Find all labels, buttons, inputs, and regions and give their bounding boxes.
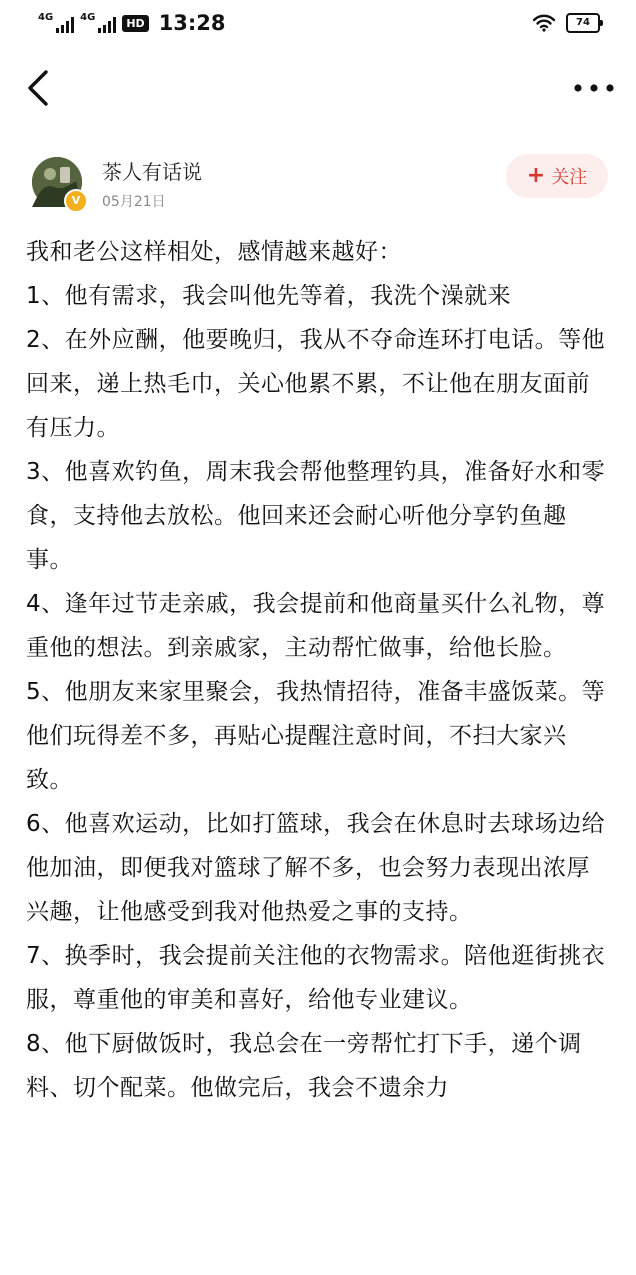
article-paragraph: 7、换季时，我会提前关注他的衣物需求。陪他逛街挑衣服，尊重他的审美和喜好，给他专业建议。 xyxy=(26,943,606,1013)
status-right xyxy=(532,13,600,33)
article-body xyxy=(26,230,612,1110)
author-name[interactable]: 茶人有话说 xyxy=(102,160,202,184)
verified-badge-icon: V xyxy=(64,189,88,213)
article-paragraph: 1、他有需求，我会叫他先等着，我洗个澡就来 xyxy=(26,283,512,309)
wifi-icon xyxy=(532,14,556,32)
follow-label: 关注 xyxy=(551,167,588,188)
article-paragraph: 5、他朋友来家里聚会，我热情招待，准备丰盛饭菜。等他们玩得差不多，再贴心提醒注意时间，不扫大家兴致。 xyxy=(26,679,606,793)
status-left xyxy=(38,11,226,35)
signal-2 xyxy=(80,13,116,33)
status-bar xyxy=(0,0,636,48)
hd-voice-icon: HD xyxy=(122,15,148,32)
more-dots-icon[interactable] xyxy=(572,80,616,96)
signal-bars-icon xyxy=(56,17,74,33)
signal-1 xyxy=(38,13,74,33)
plus-icon: + xyxy=(526,163,546,188)
article-paragraph: 我和老公这样相处，感情越来越好： xyxy=(26,239,402,265)
network-type-1: 4G xyxy=(38,12,54,23)
chevron-left-icon[interactable] xyxy=(22,68,56,108)
post-date: 05月21日 xyxy=(102,194,166,210)
network-type-2: 4G xyxy=(80,12,96,23)
signal-bars-icon xyxy=(98,17,116,33)
article-paragraph: 6、他喜欢运动，比如打篮球，我会在休息时去球场边给他加油，即便我对篮球了解不多，也会努力表现出浓厚兴趣，让他感受到我对他热爱之事的支持。 xyxy=(26,811,606,925)
follow-button[interactable] xyxy=(506,154,608,198)
battery-icon: 74 xyxy=(566,13,600,33)
article-paragraph: 4、逢年过节走亲戚，我会提前和他商量买什么礼物，尊重他的想法。到亲戚家，主动帮忙做事，给他长脸。 xyxy=(26,591,606,661)
article-paragraph: 8、他下厨做饭时，我总会在一旁帮忙打下手，递个调料、切个配菜。他做完后，我会不遗余力 xyxy=(26,1031,582,1101)
status-time: 13:28 xyxy=(158,11,226,35)
article-paragraph: 2、在外应酬，他要晚归，我从不夺命连环打电话。等他回来，递上热毛巾，关心他累不累，不让他在朋友面前有压力。 xyxy=(26,327,606,441)
article-paragraph: 3、他喜欢钓鱼，周末我会帮他整理钓具，准备好水和零食，支持他去放松。他回来还会耐心听他分享钓鱼趣事。 xyxy=(26,459,606,573)
